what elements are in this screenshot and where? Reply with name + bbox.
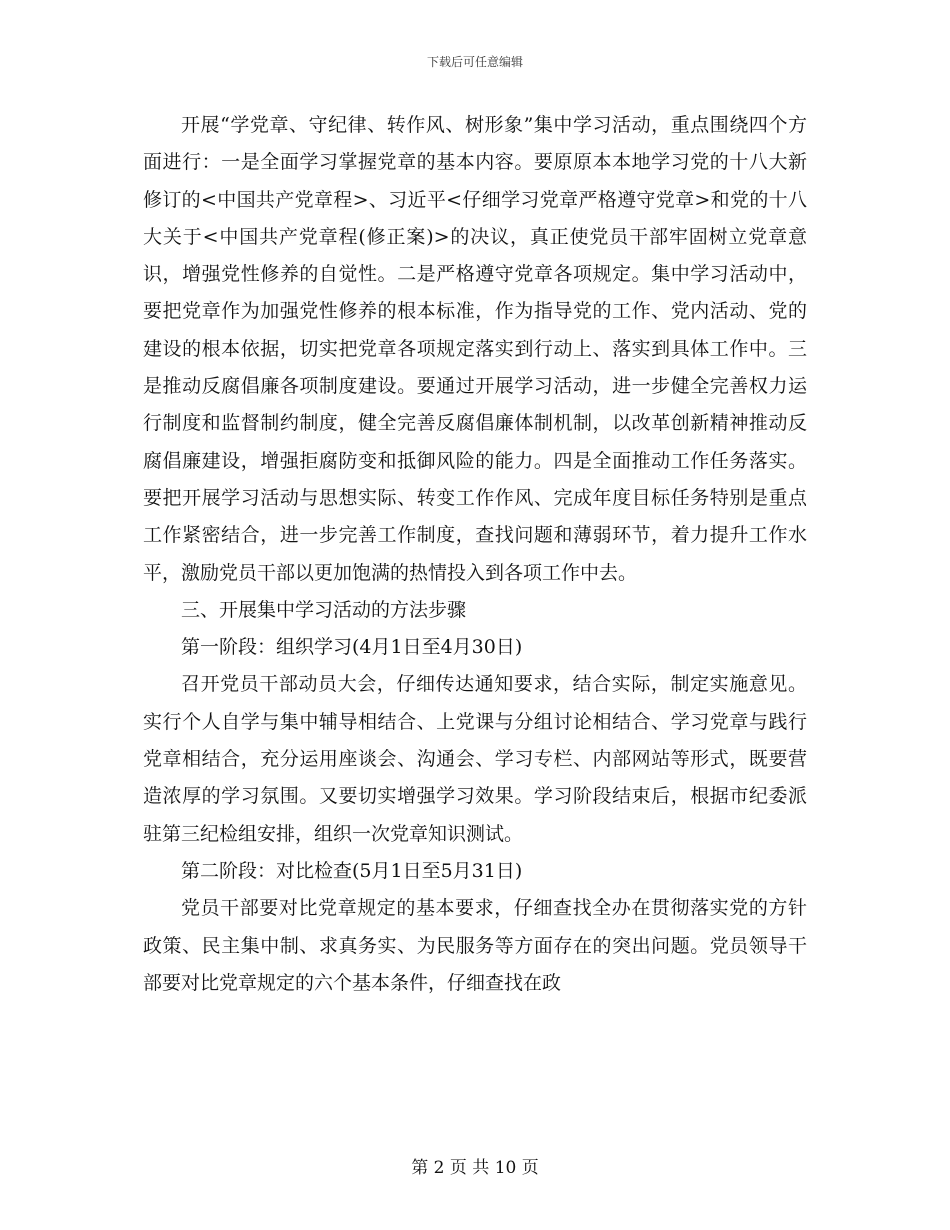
paragraph-study-focus: 开展“学党章、守纪律、转作风、树形象”集中学习活动，重点围绕四个方面进行：一是全面学习掌握党章的基本内容。要原原本本地学习党的十八大新修订的<中国共产党章程>、习近平<仔细学习党章严格遵守党章>和党的十八大关于<中国共产党章程(修正案)>的决议，真正使党员干部牢固树立党章意识，增强党性修养的自觉性。二是严格遵守党章各项规定。集中学习活动中，要把党章作为加强党性修养的根本标准，作为指导党的工作、党内活动、党的建设的根本依据，切实把党章各项规定落实到行动上、落实到具体工作中。三是推动反腐倡廉各项制度建设。要通过开展学习活动，进一步健全完善权力运行制度和监督制约制度，健全完善反腐倡廉体制机制，以改革创新精神推动反腐倡廉建设，增强拒腐防变和抵御风险的能力。四是全面推动工作任务落实。要把开展学习活动与思想实际、转变工作作风、完成年度目标任务特别是重点工作紧密结合，进一步完善工作制度，查找问题和薄弱环节，着力提升工作水平，激励党员干部以更加饱满的热情投入到各项工作中去。 (143, 114, 807, 584)
page-header-note: 下载后可任意编辑 (426, 55, 523, 69)
page-number-footer: 第 2 页 共 10 页 (411, 1158, 539, 1178)
paragraph-stage-two: 党员干部要对比党章规定的基本要求，仔细查找全办在贯彻落实党的方针政策、民主集中制、求真务实、为民服务等方面存在的突出问题。党员领导干部要对比党章规定的六个基本条件，仔细查找在政 (143, 897, 807, 994)
stage-one-heading: 第一阶段：组织学习(4月1日至4月30日) (181, 636, 523, 659)
stage-two-heading: 第二阶段：对比检查(5月1日至5月31日) (181, 859, 523, 882)
document-body (143, 107, 807, 1002)
section-heading-methods: 三、开展集中学习活动的方法步骤 (181, 598, 467, 621)
paragraph-stage-one: 召开党员干部动员大会，仔细传达通知要求，结合实际，制定实施意见。实行个人自学与集中辅导相结合、上党课与分组讨论相结合、学习党章与践行党章相结合，充分运用座谈会、沟通会、学习专栏、内部网站等形式，既要营造浓厚的学习氛围。又要切实增强学习效果。学习阶段结束后，根据市纪委派驻第三纪检组安排，组织一次党章知识测试。 (143, 673, 807, 845)
